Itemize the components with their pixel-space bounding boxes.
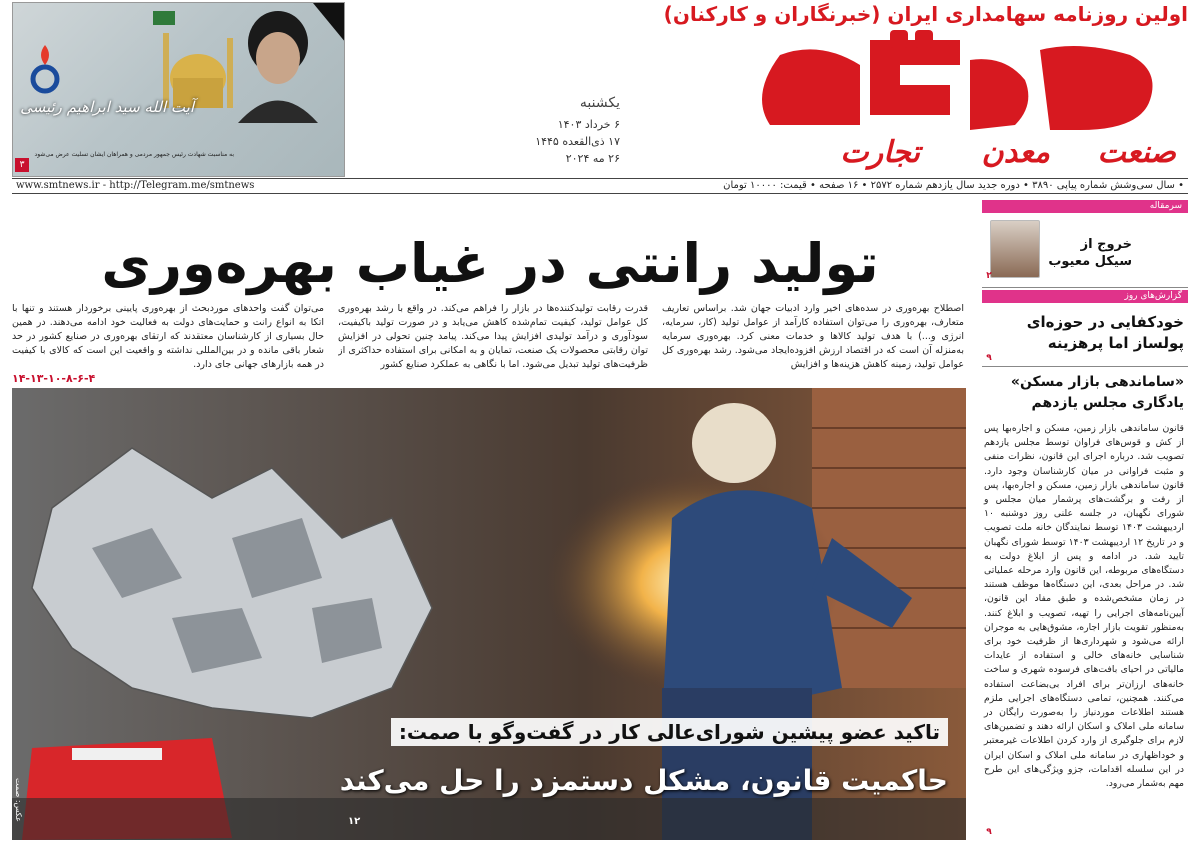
photo-page-ref: ۱۲ (348, 816, 361, 827)
logo-word-2: معدن (981, 135, 1050, 170)
photo-subheadline[interactable]: تاکید عضو پیشین شورای‌عالی کار در گفت‌و‌گو با صمت: (391, 718, 948, 746)
page-references: ۱۴-۱۳-۱۰-۸-۶-۴ (12, 372, 96, 385)
housing-story-title[interactable]: «ساماندهی بازار مسکن» یادگاری مجلس یازدهم (1010, 374, 1184, 411)
date-gregorian: ۲۶ مه ۲۰۲۴ (565, 152, 620, 165)
divider (982, 366, 1188, 367)
divider (982, 287, 1188, 288)
newspaper-logo[interactable] (740, 30, 1180, 170)
main-headline[interactable]: تولید رانتی در غیاب بهره‌وری (101, 232, 879, 295)
housing-story-body: قانون ساماندهی بازار زمین، مسکن و اجاره‌بها پس از کش و قوس‌های فراوان توسط مجلس یازدهم تصویب شد. درباره اجرای این قانون، نظرات منفی و مثبت فراوانی در میان کارشناسان وجود دارد. قانون ساماندهی بازار زمین، مسکن و اجاره‌بها، پس از رفت و برگشت‌های پرشمار میان مجلس و شورای نگهبان، در جلسه علنی روز دوشنبه ۱۰ اردیبهشت ۱۴۰۳ توسط نمایندگان خانه ملت تصویب و در تاریخ ۱۲ اردیبهشت ۱۴۰۳ توسط شورای نگهبان تایید شد. در ادامه و پس از ابلاغ دولت به دستگاه‌های مربوطه، این قانون وارد مرحله عملیاتی شد. در مراحل بعدی، این دستگاه‌ها موظف هستند در زمان مشخص‌شده و طبق مفاد این قانون، آیین‌نامه‌های اجرایی را تهیه، تصویب و ابلاغ کنند. به‌منظور تقویت بازار اجاره، مشوق‌هایی به موجران ارائه می‌شود و شهرداری‌ها از ظرفیت خود برای شناسایی خانه‌های خالی و استفاده از عایدات مالیاتی در احیای بافت‌های فرسوده شهری و ساخت خانه‌های ارزان‌تر برای افراد بی‌بضاعت استفاده می‌کنند. همچنین، تمامی دستگاه‌های اجرایی ملزم هستند اطلاعات موردنیاز را به‌صورت رایگان در سامانه ملی املاک و اسکان ارائه دهند و تضمین‌های لازم برای جلوگیری از وارد کردن اطلاعات غیرمعتبر و خوداظهاری در سامانه ملی املاک و اسکان ایران در این سلسله اقدامات، جزو ویژگی‌های این طرح مهم به‌شمار می‌رود. (984, 423, 1184, 790)
author-avatar (990, 220, 1040, 278)
lead-column-2: قدرت رقابت تولیدکننده‌ها در بازار را فراهم می‌کند. در واقع با رشد بهره‌وری کل عوامل تولید، کیفیت تمام‌شده کاهش می‌یابد و در صورت تولید باکیفیت، سودآوری و درآمد تولیدی افزایش پیدا می‌کند. پیامد چنین تحولی در افزایش توان رقابتی محصولات یک صنعت، تمایان و به امکانی برای استفاده حداکثری از ظرفیت‌های تولید تبدیل می‌شود. اما با نگاهی به عملکرد صنایع کشور (338, 303, 648, 370)
masthead (0, 0, 1200, 190)
date-block (510, 95, 620, 167)
lead-column-3: می‌توان گفت واحدهای موردبحث از بهره‌وری پایینی برخوردار هستند و تنها با اتکا به انواع رانت و حمایت‌های دولت به فعالیت خود ادامه می‌دهند. در همین حال بسیاری از کارشناسان معتقدند که ارتقای بهره‌وری در صنایع کشور در حد شعار باقی مانده و در بین‌المللی نداشته و واقعیت این است که کالای با کیفیت در همه بازارهای جهانی جای دارد. (12, 303, 324, 370)
issue-info: • سال سی‌وشش شماره پیاپی ۳۸۹۰ • دوره جدید سال یازدهم شماره ۲۵۷۲ • ۱۶ صفحه • قیمت: ۱۰۰۰۰ تومان (723, 180, 1184, 191)
opinion-box[interactable] (982, 200, 1188, 285)
housing-story[interactable] (982, 372, 1188, 842)
lead-photo[interactable] (12, 388, 966, 840)
day-report-label: گزارش‌های روز (982, 290, 1188, 303)
lead-column-1: اصطلاح بهره‌وری در سده‌های اخیر وارد ادبیات جهان شد. براساس تعاریف متعارف، بهره‌وری را می‌توان استفاده کارآمد از عوامل تولید (کار، سرمایه، انرژی و...) با هدف تولید کالاها و خدمات معنی کرد. بهره‌وری سرمایه به‌منزله آن است که در اقتصاد ارزش افزوده‌ایجاد می‌شود. رشد بهره‌وری کل عوامل تولید، زمینه کاهش هزینه‌ها و افزایش (662, 303, 964, 370)
tagline: اولین روزنامه سهامداری ایران (خبرنگاران و کارکنان) (663, 2, 1188, 26)
memorial-calligraphy: آیت الله سید ابراهیم رئیسی (20, 98, 194, 116)
sidebar (982, 200, 1188, 840)
photo-credit: عکس: صمت (14, 778, 23, 822)
promo-page-badge: ۳ (15, 158, 29, 172)
logo-word-3: تجارت (840, 135, 920, 170)
date-solar: ۶ خرداد ۱۴۰۳ (557, 118, 620, 131)
day-report-page-ref: ۹ (986, 353, 992, 363)
opinion-title-line1: خروج از (1080, 237, 1132, 252)
issue-info-bar (12, 178, 1188, 194)
web-links[interactable]: www.smtnews.ir - http://Telegram.me/smtnews (16, 180, 255, 191)
sponsor-logo-icon (25, 41, 65, 101)
date-lunar: ۱۷ ذی‌القعده ۱۴۴۵ (535, 135, 620, 148)
weekday: یکشنبه (579, 95, 620, 111)
opinion-title-line2: سیکل معیوب (1048, 254, 1132, 269)
day-report-title[interactable]: خودکفایی در حوزه‌ای پولساز اما پرهزینه (1026, 313, 1184, 352)
opinion-label: سرمقاله (982, 200, 1188, 213)
photo-headline[interactable]: حاکمیت قانون، مشکل دستمزد را حل می‌کند (339, 764, 948, 797)
day-report-box[interactable] (982, 290, 1188, 363)
logo-word-1: صنعت (1097, 135, 1176, 170)
housing-story-page-ref: ۹ (986, 827, 992, 837)
memorial-caption: به مناسبت شهادت رئیس جمهور مردمی و همراهان ایشان تسلیت عرض می‌شود (34, 151, 234, 158)
opinion-page-ref: ۲ (986, 271, 992, 281)
memorial-promo[interactable] (12, 2, 345, 177)
opinion-title[interactable] (1048, 236, 1132, 270)
